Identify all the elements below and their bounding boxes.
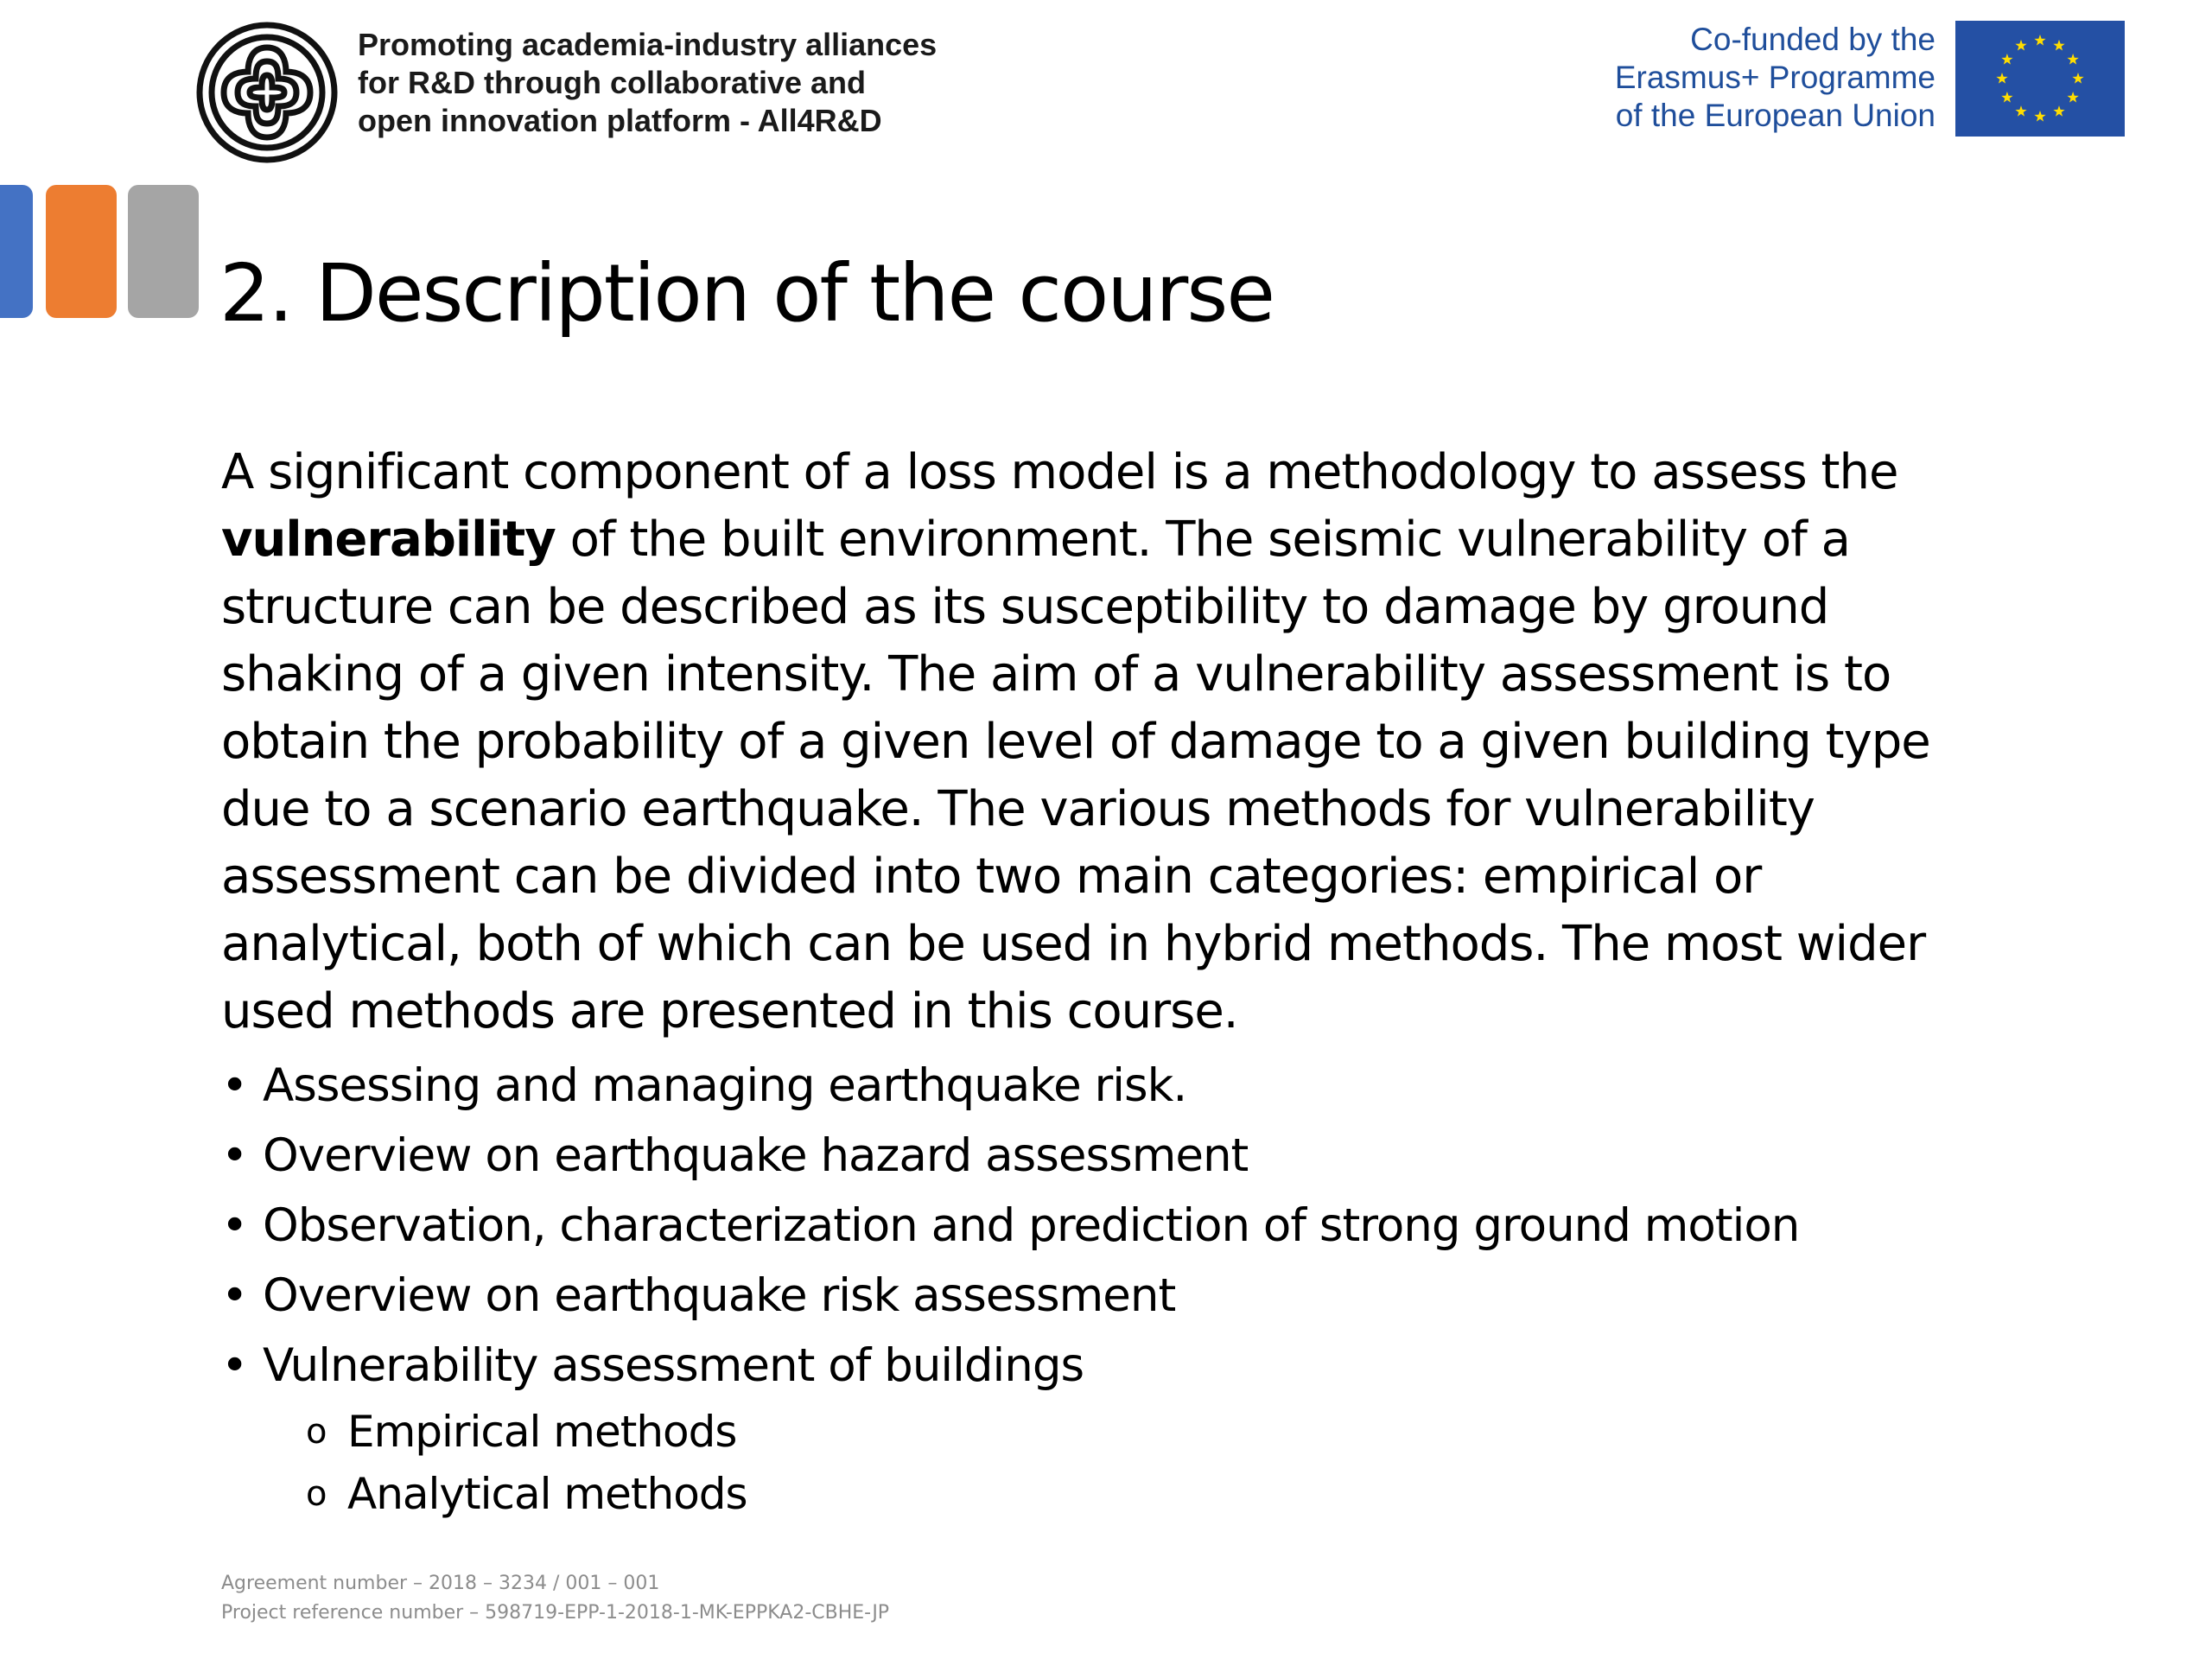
list-item-text: Vulnerability assessment of buildings <box>263 1339 1084 1392</box>
bullet-icon: • <box>221 1059 248 1112</box>
project-reference-number: Project reference number – 598719-EPP-1-2018-1-MK-EPPKA2-CBHE-JP <box>221 1602 890 1624</box>
topic-list <box>221 1051 2079 1401</box>
paragraph-line: structure can be described as its susceptibility to damage by ground <box>221 579 1829 635</box>
slide-title: 2. Description of the course <box>219 247 1274 340</box>
list-item <box>221 1261 2079 1331</box>
list-item <box>221 1051 2079 1121</box>
sub-list-item-text: Empirical methods <box>347 1407 737 1457</box>
list-item-text: Assessing and managing earthquake risk. <box>263 1059 1187 1112</box>
accent-bar-orange <box>46 185 117 318</box>
eu-flag-icon <box>1955 21 2125 137</box>
paragraph-line <box>221 506 2079 574</box>
sub-bullet-icon: o <box>306 1412 327 1452</box>
sub-list-item <box>221 1401 2079 1463</box>
list-item-text: Overview on earthquake risk assessment <box>263 1269 1176 1322</box>
project-title-line: for R&D through collaborative and <box>358 65 867 100</box>
project-title-line: Promoting academia-industry alliances <box>358 27 938 62</box>
paragraph-line: shaking of a given intensity. The aim of a vulnerability assessment is to <box>221 646 1891 702</box>
paragraph-line: analytical, both of which can be used in hybrid methods. The most wider <box>221 916 1926 972</box>
paragraph-line: due to a scenario earthquake. The various methods for vulnerability <box>221 781 1815 837</box>
eu-text-line: Co-funded by the <box>1690 22 1936 57</box>
paragraph-line: A significant component of a loss model is a methodology to assess the <box>221 444 1898 500</box>
bullet-icon: • <box>221 1129 248 1182</box>
list-item <box>221 1191 2079 1261</box>
sub-list-item-text: Analytical methods <box>347 1469 747 1519</box>
description-paragraph <box>221 439 2079 1046</box>
all4rd-logo-icon <box>196 22 338 163</box>
project-title <box>358 26 1014 140</box>
paragraph-line: obtain the probability of a given level of damage to a given building type <box>221 714 1930 770</box>
paragraph-line: assessment can be divided into two main categories: empirical or <box>221 849 1762 905</box>
bullet-icon: • <box>221 1339 248 1392</box>
eu-text-line: of the European Union <box>1615 98 1936 133</box>
slide-content <box>221 439 2079 1525</box>
paragraph-line: used methods are presented in this course. <box>221 983 1238 1039</box>
accent-bar-gray <box>128 185 199 318</box>
sub-list-item <box>221 1463 2079 1525</box>
accent-bar-blue <box>0 185 33 318</box>
footer <box>221 1569 889 1628</box>
agreement-number: Agreement number – 2018 – 3234 / 001 – 001 <box>221 1573 660 1594</box>
bullet-icon: • <box>221 1199 248 1252</box>
bullet-icon: • <box>221 1269 248 1322</box>
bold-term-vulnerability: vulnerability <box>221 512 556 568</box>
eu-text-line: Erasmus+ Programme <box>1614 60 1936 95</box>
paragraph-line-rest: of the built environment. The seismic vulnerability of a <box>555 512 1850 568</box>
list-item-text: Observation, characterization and prediction of strong ground motion <box>263 1199 1800 1252</box>
list-item-text: Overview on earthquake hazard assessment <box>263 1129 1249 1182</box>
list-item <box>221 1121 2079 1191</box>
eu-cofunded-text <box>1615 21 1936 135</box>
project-title-line: open innovation platform - All4R&D <box>358 103 882 138</box>
sub-bullet-icon: o <box>306 1474 327 1514</box>
sub-topic-list <box>221 1401 2079 1525</box>
list-item <box>221 1331 2079 1401</box>
